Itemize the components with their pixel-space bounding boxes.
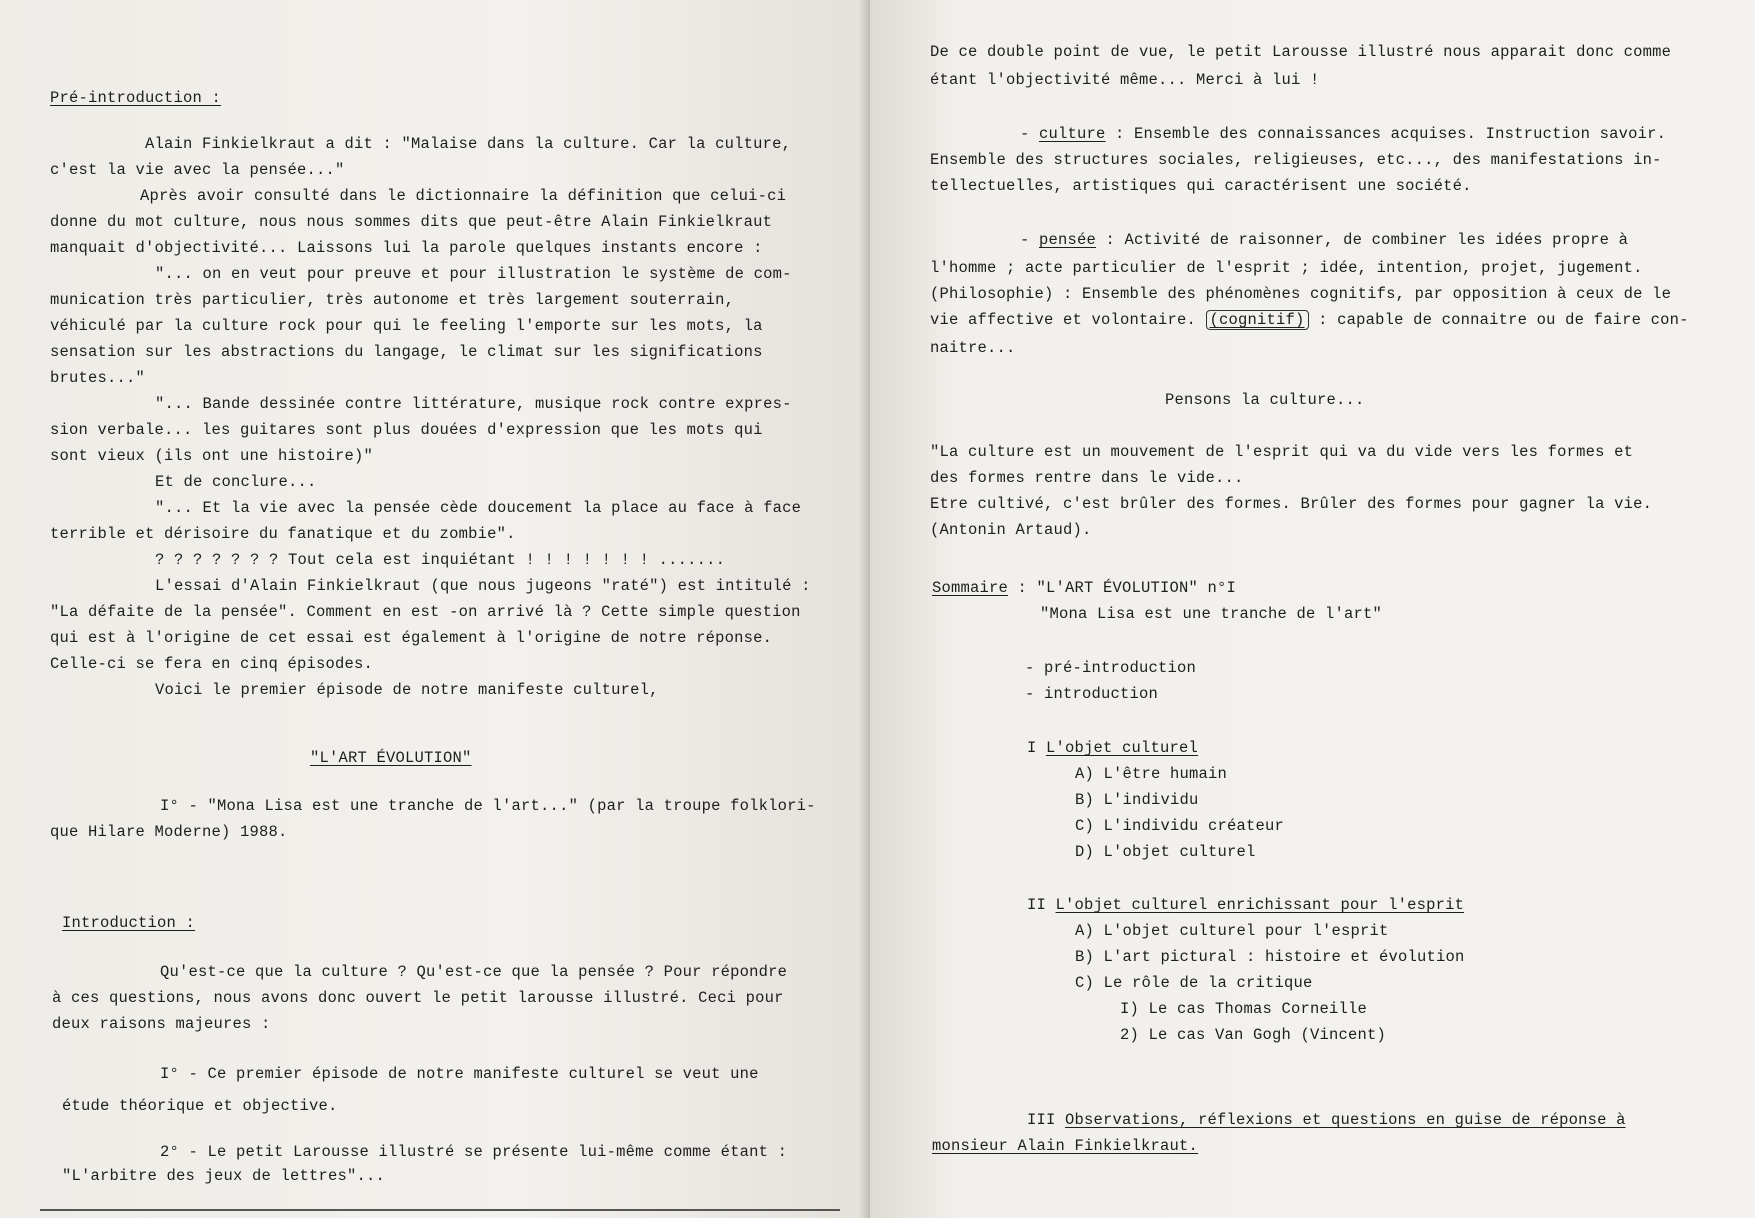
quote-line: sensation sur les abstractions du langage, le climat sur les significations (50, 343, 763, 361)
quote-line: sion verbale... les guitares sont plus douées d'expression que les mots qui (50, 421, 763, 439)
quote-line: "... on en veut pour preuve et pour illustration le système de com- (155, 265, 792, 283)
paragraph-line: à ces questions, nous avons donc ouvert le petit larousse illustré. Ceci pour (52, 989, 784, 1007)
term-pensee: pensée (1039, 231, 1097, 249)
toc-item: B) L'individu (1075, 791, 1199, 809)
toc-item: C) L'individu créateur (1075, 817, 1285, 835)
paragraph-line: L'essai d'Alain Finkielkraut (que nous jugeons "raté") est intitulé : (155, 577, 811, 595)
paragraph-line: Et de conclure... (155, 473, 317, 491)
toc-item: A) L'être humain (1075, 765, 1228, 783)
sommaire-heading: Sommaire : "L'ART ÉVOLUTION" n°I (932, 579, 1237, 597)
toc-item: A) L'objet culturel pour l'esprit (1075, 922, 1389, 940)
pre-introduction-heading: Pré-introduction : (50, 89, 222, 107)
pensons-heading: Pensons la culture... (1165, 391, 1365, 409)
toc-item: B) L'art pictural : histoire et évolution (1075, 948, 1465, 966)
paragraph-line: que Hilare Moderne) 1988. (50, 823, 288, 841)
manifesto-title: "L'ART ÉVOLUTION" (310, 749, 472, 767)
paragraph-line: Après avoir consulté dans le dictionnaire la définition que celui-ci (140, 187, 787, 205)
paragraph-line: ? ? ? ? ? ? ? Tout cela est inquiétant ! ! ! ! ! ! ! ....... (155, 551, 726, 569)
paragraph-line: étude théorique et objective. (62, 1097, 338, 1115)
toc-subitem: 2) Le cas Van Gogh (Vincent) (1120, 1026, 1387, 1044)
definition-line: vie affective et volontaire. (cognitif) : capable de connaitre ou de faire con- (930, 311, 1689, 329)
quote-line: "... Bande dessinée contre littérature, musique rock contre expres- (155, 395, 792, 413)
paragraph-line: qui est à l'origine de cet essai est également à l'origine de notre réponse. (50, 629, 773, 647)
right-page (870, 0, 1755, 1218)
quote-line: munication très particulier, très autonome et très largement souterrain, (50, 291, 735, 309)
sommaire-label: Sommaire (932, 579, 1009, 597)
introduction-heading: Introduction : (62, 914, 196, 932)
definition-line: tellectuelles, artistiques qui caractérisent une société. (930, 177, 1472, 195)
toc-section-3-continued: monsieur Alain Finkielkraut. (932, 1137, 1199, 1155)
toc-item: - pré-introduction (1025, 659, 1197, 677)
definition-line: naitre... (930, 339, 1016, 357)
paragraph-line: deux raisons majeures : (52, 1015, 271, 1033)
toc-section-3: III Observations, réflexions et questions en guise de réponse à (1027, 1111, 1626, 1129)
definition-line: l'homme ; acte particulier de l'esprit ; idée, intention, projet, jugement. (930, 259, 1643, 277)
term-cognitif: (cognitif) (1206, 310, 1309, 330)
paragraph-line: donne du mot culture, nous nous sommes dits que peut-être Alain Finkielkraut (50, 213, 773, 231)
artaud-quote-line: des formes rentre dans le vide... (930, 469, 1244, 487)
quote-line: sont vieux (ils ont une histoire)" (50, 447, 374, 465)
toc-item: - introduction (1025, 685, 1159, 703)
paragraph-line: Qu'est-ce que la culture ? Qu'est-ce que la pensée ? Pour répondre (160, 963, 788, 981)
artaud-quote-line: "La culture est un mouvement de l'esprit qui va du vide vers les formes et (930, 443, 1634, 461)
definition-pensee: - pensée : Activité de raisonner, de combiner les idées propre à (1020, 231, 1629, 249)
quote-line: véhiculé par la culture rock pour qui le feeling l'emporte sur les mots, la (50, 317, 763, 335)
toc-item: D) L'objet culturel (1075, 843, 1256, 861)
toc-section-2: II L'objet culturel enrichissant pour l'esprit (1027, 896, 1465, 914)
paragraph-line: "La défaite de la pensée". Comment en est -on arrivé là ? Cette simple question (50, 603, 801, 621)
paragraph-line: c'est la vie avec la pensée..." (50, 161, 345, 179)
toc-subitem: I) Le cas Thomas Corneille (1120, 1000, 1368, 1018)
quote-line: terrible et dérisoire du fanatique et du zombie". (50, 525, 516, 543)
bottom-rule (40, 1209, 840, 1211)
paragraph-line: I° - Ce premier épisode de notre manifeste culturel se veut une (160, 1065, 759, 1083)
artaud-quote-line: Etre cultivé, c'est brûler des formes. Brûler des formes pour gagner la vie. (930, 495, 1653, 513)
paragraph-line: Voici le premier épisode de notre manifeste culturel, (155, 681, 659, 699)
left-page (0, 0, 868, 1218)
definition-line: Ensemble des structures sociales, religieuses, etc..., des manifestations in- (930, 151, 1662, 169)
paragraph-line: 2° - Le petit Larousse illustré se présente lui-même comme étant : (160, 1143, 788, 1161)
paragraph-line: Celle-ci se fera en cinq épisodes. (50, 655, 374, 673)
paragraph-line: étant l'objectivité même... Merci à lui ! (930, 71, 1320, 89)
paragraph-line: "L'arbitre des jeux de lettres"... (62, 1167, 386, 1185)
definition-culture: - culture : Ensemble des connaissances acquises. Instruction savoir. (1020, 125, 1667, 143)
paragraph-line: Alain Finkielkraut a dit : "Malaise dans la culture. Car la culture, (145, 135, 792, 153)
artaud-quote-line: (Antonin Artaud). (930, 521, 1092, 539)
toc-item: C) Le rôle de la critique (1075, 974, 1313, 992)
paragraph-line: manquait d'objectivité... Laissons lui la parole quelques instants encore : (50, 239, 763, 257)
term-culture: culture (1039, 125, 1106, 143)
quote-line: "... Et la vie avec la pensée cède doucement la place au face à face (155, 499, 802, 517)
toc-section-1: I L'objet culturel (1027, 739, 1199, 757)
definition-line: (Philosophie) : Ensemble des phénomènes cognitifs, par opposition à ceux de le (930, 285, 1672, 303)
sommaire-subtitle: "Mona Lisa est une tranche de l'art" (1040, 605, 1383, 623)
paragraph-line: I° - "Mona Lisa est une tranche de l'art..." (par la troupe folklori- (160, 797, 816, 815)
paragraph-line: De ce double point de vue, le petit Larousse illustré nous apparait donc comme (930, 43, 1672, 61)
quote-line: brutes..." (50, 369, 146, 387)
